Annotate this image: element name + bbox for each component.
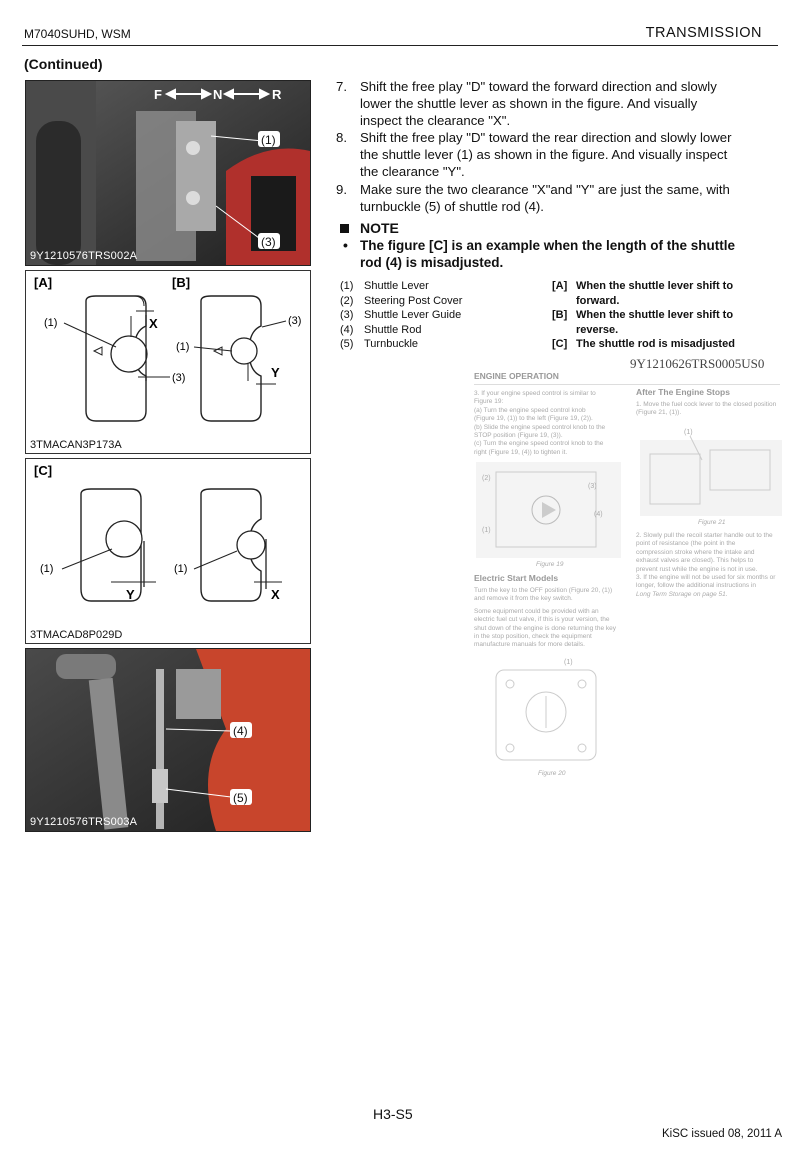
diagram-a-callout-1: (1) <box>44 317 58 329</box>
legend-key: (5) <box>340 338 354 350</box>
legend-row <box>340 323 540 338</box>
ghost-line: compression stroke where the intake and <box>636 548 755 556</box>
ghost-line: Long Term Storage on page 51. <box>636 590 728 598</box>
ghost-electric-heading: Electric Start Models <box>474 573 559 583</box>
diagram-c-callout-1a: (1) <box>40 563 54 575</box>
diagram-ab-code: 3TMACAN3P173A <box>30 439 122 451</box>
arrow-r-label: R <box>272 87 282 102</box>
photo-bottom-illustration <box>26 649 310 831</box>
note-title: NOTE <box>360 220 399 236</box>
diagram-a-callout-3: (3) <box>172 372 186 384</box>
step-9-number: 9. <box>336 182 347 197</box>
diagram-c-x: X <box>271 587 280 602</box>
legend-value: When the shuttle lever shift to <box>576 280 734 292</box>
ghost-after-text <box>636 401 786 418</box>
legend-key: [B] <box>552 309 568 321</box>
doc-code: 9Y1210626TRS0005US0 <box>630 356 765 371</box>
step-8-line-3: the clearance "Y". <box>360 164 465 179</box>
diagram-b-label: [B] <box>172 275 191 290</box>
ghost-line: (a) Turn the engine speed control knob <box>474 406 586 414</box>
legend-value: The shuttle rod is misadjusted <box>576 338 735 350</box>
diagram-c-label: [C] <box>34 463 53 478</box>
legend-row <box>340 279 540 294</box>
arrow-f-label: F <box>154 87 162 102</box>
ghost-fig20-caption: Figure 20 <box>538 770 566 777</box>
ghost-line: 3. If the engine will not be used for six months or <box>636 574 776 582</box>
photo-bottom-callout-4: (4) <box>233 724 248 738</box>
legend-row <box>340 337 540 352</box>
ghost-electric-text <box>474 587 634 650</box>
ghost-callout: (1) <box>482 527 491 534</box>
ghost-line: exhaust valves are closed). This helps to <box>636 557 754 565</box>
step-9-line-2: turnbuckle (5) of shuttle rod (4). <box>360 199 544 214</box>
note-text <box>360 237 735 271</box>
note-line-2: rod (4) is misadjusted. <box>360 255 504 270</box>
shuttle-rod-photo-bottom <box>25 648 311 832</box>
ghost-callout: (2) <box>482 475 491 482</box>
ghost-line: prevent rust while the engine is not in use. <box>636 565 758 573</box>
diagram-c-callout-1b: (1) <box>174 563 188 575</box>
footer-page-number: H3-S5 <box>373 1106 413 1122</box>
step-8-number: 8. <box>336 130 347 145</box>
diagram-c-y: Y <box>126 587 135 602</box>
ghost-line: (Figure 19, (1)) to the left (Figure 19, (2)). <box>474 415 593 423</box>
ghost-callout: (1) <box>564 659 573 666</box>
ghost-line: Turn the key to the OFF position (Figure 20, (1)) <box>474 587 613 594</box>
diagram-c-drawing <box>26 459 310 643</box>
legend-value: Shuttle Lever Guide <box>364 309 462 321</box>
legend-row <box>552 323 772 338</box>
ghost-fig21-caption: Figure 21 <box>698 519 726 526</box>
ghost-left-text <box>474 390 634 457</box>
ghost-line: STOP position (Figure 19, (3)). <box>474 432 563 440</box>
diagram-c <box>25 458 311 644</box>
ghost-callout: (4) <box>594 511 603 518</box>
photo-bottom-code: 9Y1210576TRS003A <box>30 816 138 828</box>
legend-value: Shuttle Lever <box>364 280 429 292</box>
parts-legend <box>340 279 540 352</box>
legend-key: (4) <box>340 323 354 336</box>
legend-value: Shuttle Rod <box>364 323 422 336</box>
ghost-figure-20 <box>492 656 602 766</box>
figure-legend <box>552 279 772 352</box>
ghost-line: Figure 19: <box>474 398 504 406</box>
legend-row <box>340 294 540 309</box>
ghost-line: electric fuel cut valve, if this is your version, the <box>474 616 610 624</box>
note-bullet: • <box>343 237 348 253</box>
diagram-a-x: X <box>149 316 158 331</box>
photo-top-code: 9Y1210576TRS002A <box>30 250 138 262</box>
legend-value: Steering Post Cover <box>364 294 463 307</box>
photo-top-callout-3: (3) <box>261 235 276 249</box>
ghost-line: 2. Slowly pull the recoil starter handle out to the <box>636 532 773 539</box>
photo-bottom-callout-5: (5) <box>233 791 248 805</box>
step-7-line-2: lower the shuttle lever as shown in the figure. And visually <box>360 96 698 111</box>
ghost-rule <box>474 384 780 385</box>
diagram-b-y: Y <box>271 365 280 380</box>
ghost-line: (b) Slide the engine speed control knob to the <box>474 423 606 431</box>
step-7-number: 7. <box>336 79 347 94</box>
header-section: TRANSMISSION <box>645 25 762 41</box>
ghost-engine-op: ENGINE OPERATION <box>474 371 559 381</box>
step-8-line-2: the shuttle lever (1) as shown in the figure. And visually inspect <box>360 147 728 162</box>
ghost-line: and remove it from the key switch. <box>474 595 573 603</box>
ghost-line: 1. Move the fuel cock lever to the closed position <box>636 401 777 408</box>
legend-value: Turnbuckle <box>364 338 419 350</box>
ghost-callout: (3) <box>588 483 597 490</box>
arrow-n-label: N <box>213 87 223 102</box>
ghost-right-text <box>636 532 786 599</box>
ghost-line: shut down of the engine is done returning the key <box>474 624 617 632</box>
ghost-line: (Figure 21, (1)). <box>636 409 682 417</box>
ghost-line: manufacture manuals for more details. <box>474 641 585 649</box>
legend-row <box>340 308 540 323</box>
legend-key: [C] <box>552 338 568 350</box>
footer-issued: KiSC issued 08, 2011 A <box>662 1128 782 1140</box>
shuttle-lever-photo-top <box>25 80 311 266</box>
ghost-line: point of resistance (the point in the <box>636 540 736 548</box>
legend-row <box>552 308 772 323</box>
photo-top-callout-1: (1) <box>261 133 276 147</box>
step-7-line-3: inspect the clearance "X". <box>360 113 511 128</box>
legend-row <box>552 337 772 352</box>
step-9-line-1: Make sure the two clearance "X"and "Y" are just the same, with <box>360 182 730 197</box>
legend-value: When the shuttle lever shift to <box>576 309 734 321</box>
ghost-line: longer, follow the additional instructions in <box>636 582 756 590</box>
diagram-b-callout-3: (3) <box>288 315 302 327</box>
step-8-line-1: Shift the free play "D" toward the rear direction and slowly lower <box>360 130 732 145</box>
ghost-figure-21 <box>640 424 782 516</box>
legend-value: reverse. <box>576 323 619 336</box>
step-7-line-1: Shift the free play "D" toward the forward direction and slowly <box>360 79 717 94</box>
ghost-line: (c) Turn the engine speed control knob to the <box>474 440 604 448</box>
ghost-after-heading: After The Engine Stops <box>636 387 730 397</box>
legend-key: (1) <box>340 280 354 292</box>
legend-key: [A] <box>552 280 568 292</box>
ghost-line: right (Figure 19, (4)) to tighten it. <box>474 448 568 456</box>
ghost-line: in the stop position, check the equipment <box>474 633 592 641</box>
diagram-ab <box>25 270 311 454</box>
ghost-figure-19 <box>476 462 621 558</box>
photo-top-illustration <box>26 81 310 265</box>
header-rule <box>22 45 778 46</box>
ghost-line: 3. If your engine speed control is similar to <box>474 390 596 397</box>
header-model: M7040SUHD, WSM <box>24 27 131 41</box>
legend-row <box>552 279 772 294</box>
note-square-icon <box>340 224 349 233</box>
diagram-c-code: 3TMACAD8P029D <box>30 629 123 641</box>
legend-value: forward. <box>576 294 620 307</box>
ghost-line: Some equipment could be provided with an <box>474 607 599 615</box>
ghost-callout: (1) <box>684 429 693 436</box>
ghost-fig19-caption: Figure 19 <box>536 561 564 568</box>
diagram-ab-drawing <box>26 271 310 453</box>
diagram-b-callout-1: (1) <box>176 341 190 353</box>
continued-label: (Continued) <box>24 56 103 72</box>
diagram-a-label: [A] <box>34 275 53 290</box>
legend-key: (2) <box>340 294 354 307</box>
legend-key: (3) <box>340 309 354 321</box>
legend-row <box>552 294 772 309</box>
note-line-1: The figure [C] is an example when the length of the shuttle <box>360 238 736 253</box>
